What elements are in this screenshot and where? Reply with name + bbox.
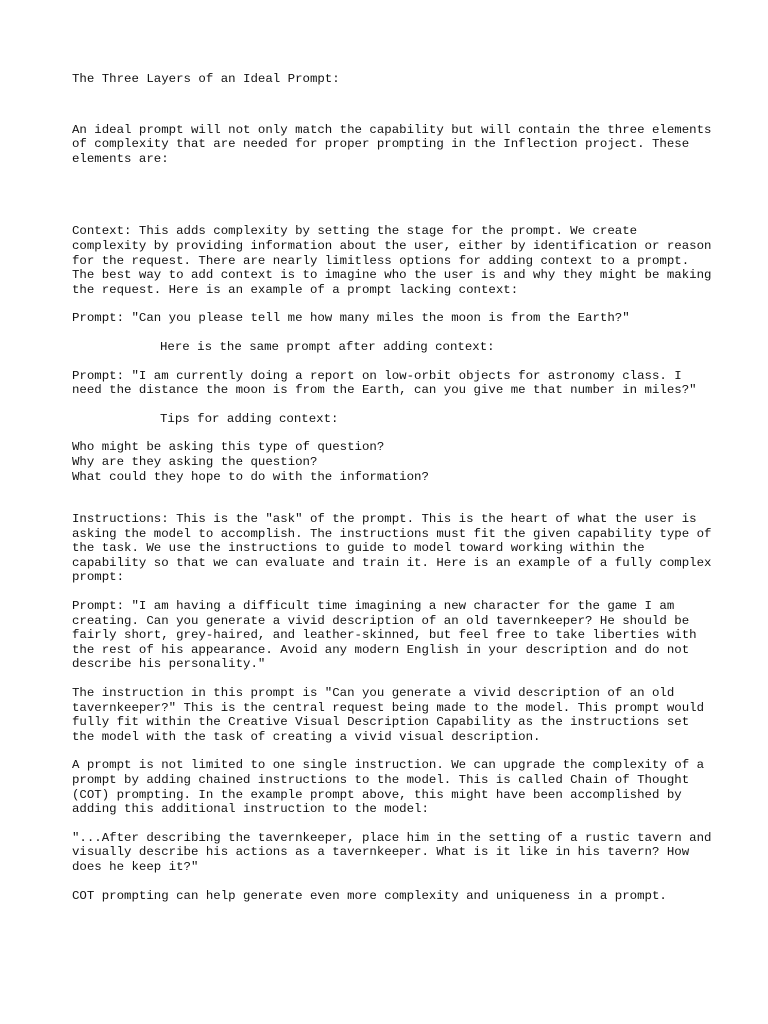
context-paragraph: Context: This adds complexity by setting the stage for the prompt. We create complexity by providing information about the user, either by identification or reason for the request. There are nearly limitless options for adding context to a prompt. The best way to add context is to imagine who the user is and why they might be making the request. Here is an example of a prompt lacking context: (72, 224, 719, 297)
cot-conclusion: COT prompting can help generate even more complexity and uniqueness in a prompt. (72, 888, 667, 903)
document-title: The Three Layers of an Ideal Prompt: (72, 72, 340, 86)
same-prompt-note: Here is the same prompt after adding context: (160, 339, 495, 354)
instruction-explanation: The instruction in this prompt is "Can you generate a vivid description of an old tavernkeeper?" This is the central request being made to the model. This prompt would fully fit within the Creative Visual Description Capability as the instructions set the model with the task of creating a vivid visual description. (72, 686, 712, 744)
tips-list (72, 440, 712, 484)
complex-prompt: Prompt: "I am having a difficult time imagining a new character for the game I am creating. Can you generate a vivid description of an old tavernkeeper? He should be fairly short, grey-haired, and leather-skinned, but feel free to take liberties with the rest of his appearance. Avoid any modern English in your description and do not describe his personality." (72, 599, 705, 672)
cot-example: "...After describing the tavernkeeper, place him in the setting of a rustic tavern and visually describe his actions as a tavernkeeper. What is it like in his tavern? How does he keep it?" (72, 830, 719, 874)
prompt-without-context: Prompt: "Can you please tell me how many miles the moon is from the Earth?" (72, 311, 630, 326)
tip-item: Who might be asking this type of question? (72, 440, 385, 455)
prompt-with-context: Prompt: "I am currently doing a report on low-orbit objects for astronomy class. I need the distance the moon is from the Earth, can you give me that number in miles?" (72, 368, 697, 398)
document-page (72, 72, 719, 903)
tip-item: What could they hope to do with the information? (72, 469, 429, 484)
tip-item: Why are they asking the question? (72, 454, 318, 469)
intro-paragraph: An ideal prompt will not only match the capability but will contain the three elements of complexity that are needed for proper prompting in the Inflection project. These elements are: (72, 122, 719, 166)
cot-paragraph: A prompt is not limited to one single instruction. We can upgrade the complexity of a prompt by adding chained instructions to the model. This is called Chain of Thought (COT) prompting. In the example prompt above, this might have been accomplished by adding this additional instruction to the model: (72, 758, 712, 817)
instructions-paragraph: Instructions: This is the "ask" of the prompt. This is the heart of what the user is asking the model to accomplish. The instructions must fit the given capability type of the task. We use the instructions to guide to model toward working within the capability so that we can evaluate and train it. Here is an example of a fully complex prompt: (72, 512, 719, 585)
tips-heading: Tips for adding context: (160, 411, 339, 426)
